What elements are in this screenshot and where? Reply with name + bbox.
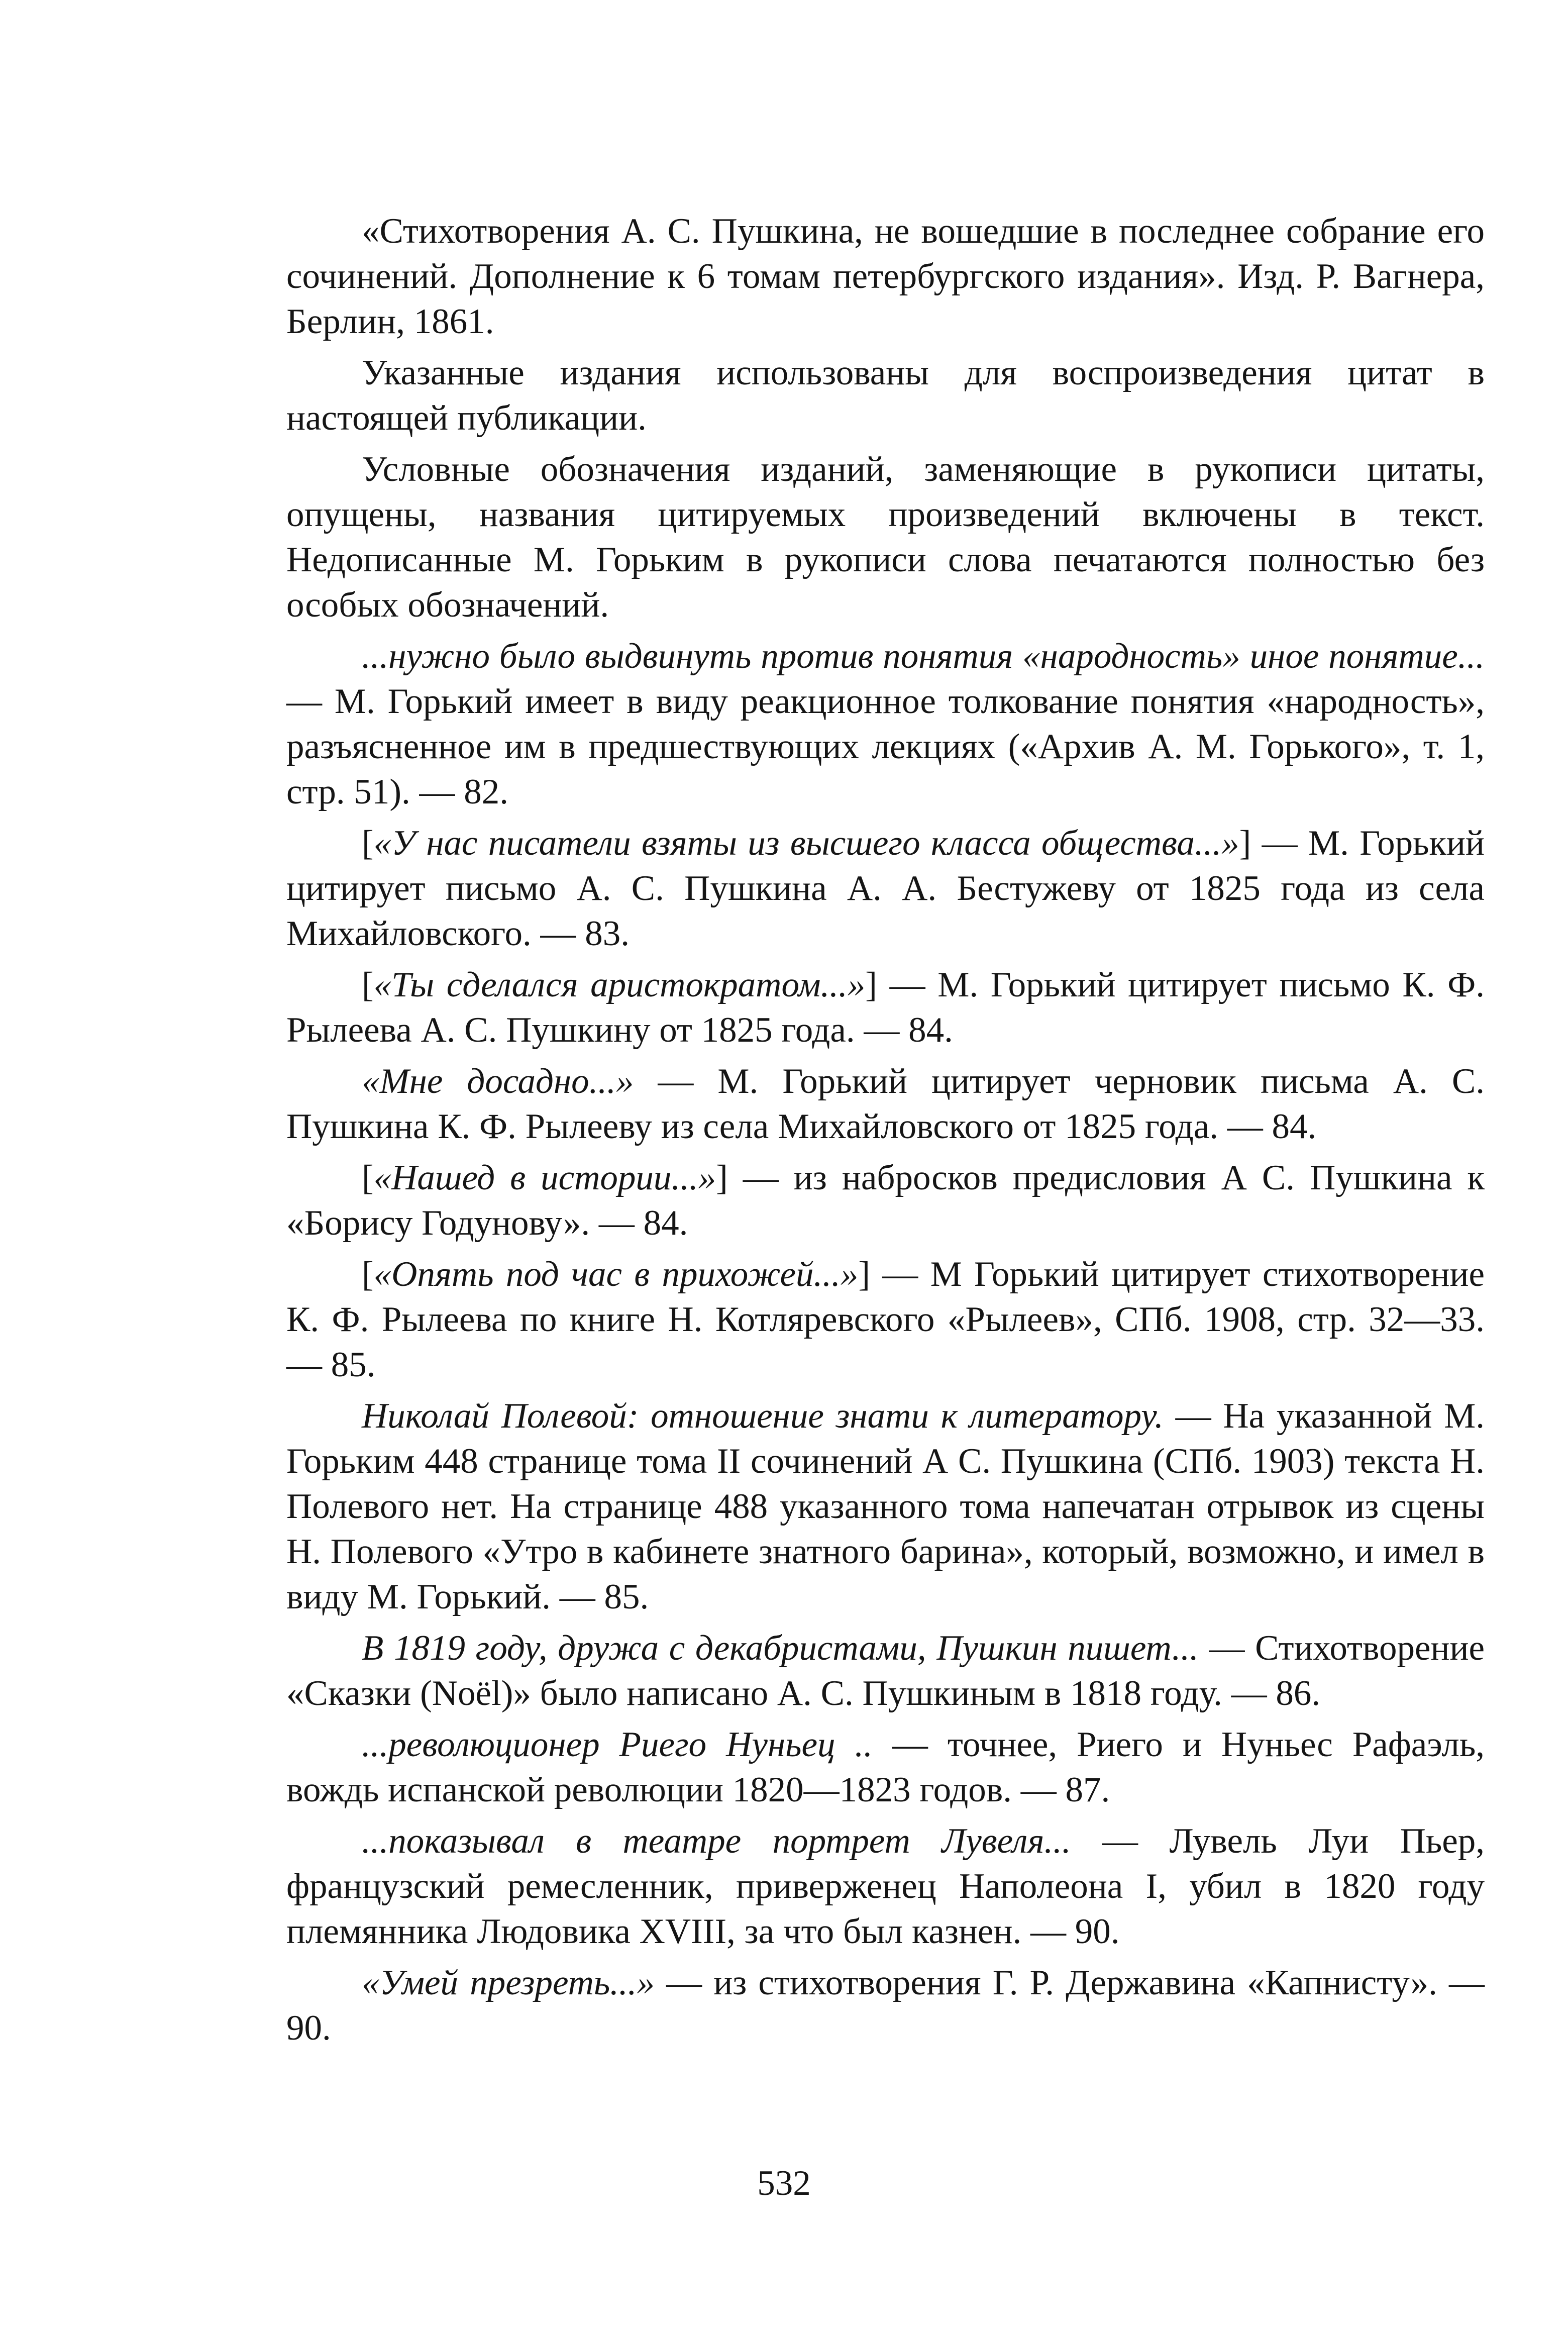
paragraph-4 [286,634,1485,815]
commentary-text: ] — М. Горький цитирует письмо К. Ф. Рылеева А. С. Пушкину от 1825 года. — 84. [286,965,1485,1050]
paragraph-9 [286,1252,1485,1387]
paragraph-1 [286,209,1485,344]
cited-phrase: «Умей презреть...» [362,1963,655,2002]
paragraph-11 [286,1626,1485,1716]
commentary-text: «Стихотворения А. С. Пушкина, не вошедшие в последнее собрание его сочинений. Дополнение к 6 томам петербургского издания». Изд. Р. Вагнера, Берлин, 1861. [286,212,1485,341]
commentary-text: — На указанной М. Горьким 448 странице тома II сочинений А С. Пушкина (СПб. 1903) текста Н. Полевого нет. На странице 488 указанного тома напечатан отрывок из сцены Н. Полевого «Утро в кабинете знатного барина», который, возможно, и имел в виду М. Горький. — 85. [286,1396,1485,1616]
commentary-text: — Стихотворение «Сказки (Noël)» было написано А. С. Пушкиным в 1818 году. — 86. [286,1629,1485,1713]
commentary-text: ] — М Горький цитирует стихотворение К. Ф. Рылеева по книге Н. Котляревского «Рылеев», СПб. 1908, стр. 32—33. — 85. [286,1255,1485,1384]
paragraph-8 [286,1155,1485,1246]
commentary-text: — М. Горький имеет в виду реакционное толкование понятия «народность», разъясненное им в предшествующих лекциях («Архив А. М. Горького», т. 1, стр. 51). — 82. [286,682,1485,812]
cited-phrase: ...показывал в театре портрет Лувеля... [362,1821,1071,1861]
commentary-text: ] — из набросков предисловия А С. Пушкина к «Борису Годунову». — 84. [286,1158,1485,1243]
page-body [286,209,1485,2057]
paragraph-5 [286,821,1485,956]
cited-phrase: «Ты сделался аристократом...» [373,965,866,1004]
cited-phrase: В 1819 году, дружа с декабристами, Пушкин пишет... [362,1629,1199,1668]
commentary-text: ] — М. Горький цитирует письмо А. С. Пушкина А. А. Бестужеву от 1825 года из села Михайловского. — 83. [286,824,1485,953]
paragraph-12 [286,1722,1485,1812]
commentary-text: [ [362,1158,374,1197]
commentary-text: [ [362,965,374,1004]
commentary-text: — Лувель Луи Пьер, французский ремесленник, приверженец Наполеона I, убил в 1820 году племянника Людовика XVIII, за что был казнен. — 90. [286,1821,1485,1951]
cited-phrase: Николай Полевой: отношение знати к литератору. [362,1396,1164,1436]
paragraph-13 [286,1818,1485,1954]
cited-phrase: «У нас писатели взяты из высшего класса общества...» [373,824,1239,863]
commentary-text: [ [362,1255,374,1294]
commentary-text: Указанные издания использованы для воспроизведения цитат в настоящей публикации. [286,353,1485,438]
cited-phrase: ...революционер Риего Нуньец .. [362,1725,873,1764]
commentary-text: — точнее, Риего и Нуньес Рафаэль, вождь испанской революции 1820—1823 годов. — 87. [286,1725,1485,1809]
paragraph-10 [286,1393,1485,1619]
paragraph-6 [286,962,1485,1053]
paragraph-3 [286,447,1485,628]
commentary-text: — из стихотворения Г. Р. Державина «Капнисту». — 90. [286,1963,1485,2048]
cited-phrase: «Мне досадно...» [362,1062,634,1101]
paragraph-2 [286,350,1485,441]
paragraph-7 [286,1059,1485,1149]
page-number: 532 [757,2164,811,2203]
cited-phrase: «Нашед в истории...» [373,1158,716,1197]
paragraph-14 [286,1960,1485,2051]
commentary-text: Условные обозначения изданий, заменяющие в рукописи цитаты, опущены, названия цитируемых произведений включены в текст. Недописанные М. Горьким в рукописи слова печатаются полностью без особых обозначений. [286,450,1485,625]
cited-phrase: «Опять под час в прихожей...» [373,1255,859,1294]
commentary-text: [ [362,824,374,863]
cited-phrase: ...нужно было выдвинуть против понятия «народность» иное понятие... [362,637,1485,676]
commentary-text: — М. Горький цитирует черновик письма А. С. Пушкина К. Ф. Рылееву из села Михайловского от 1825 года. — 84. [286,1062,1485,1146]
